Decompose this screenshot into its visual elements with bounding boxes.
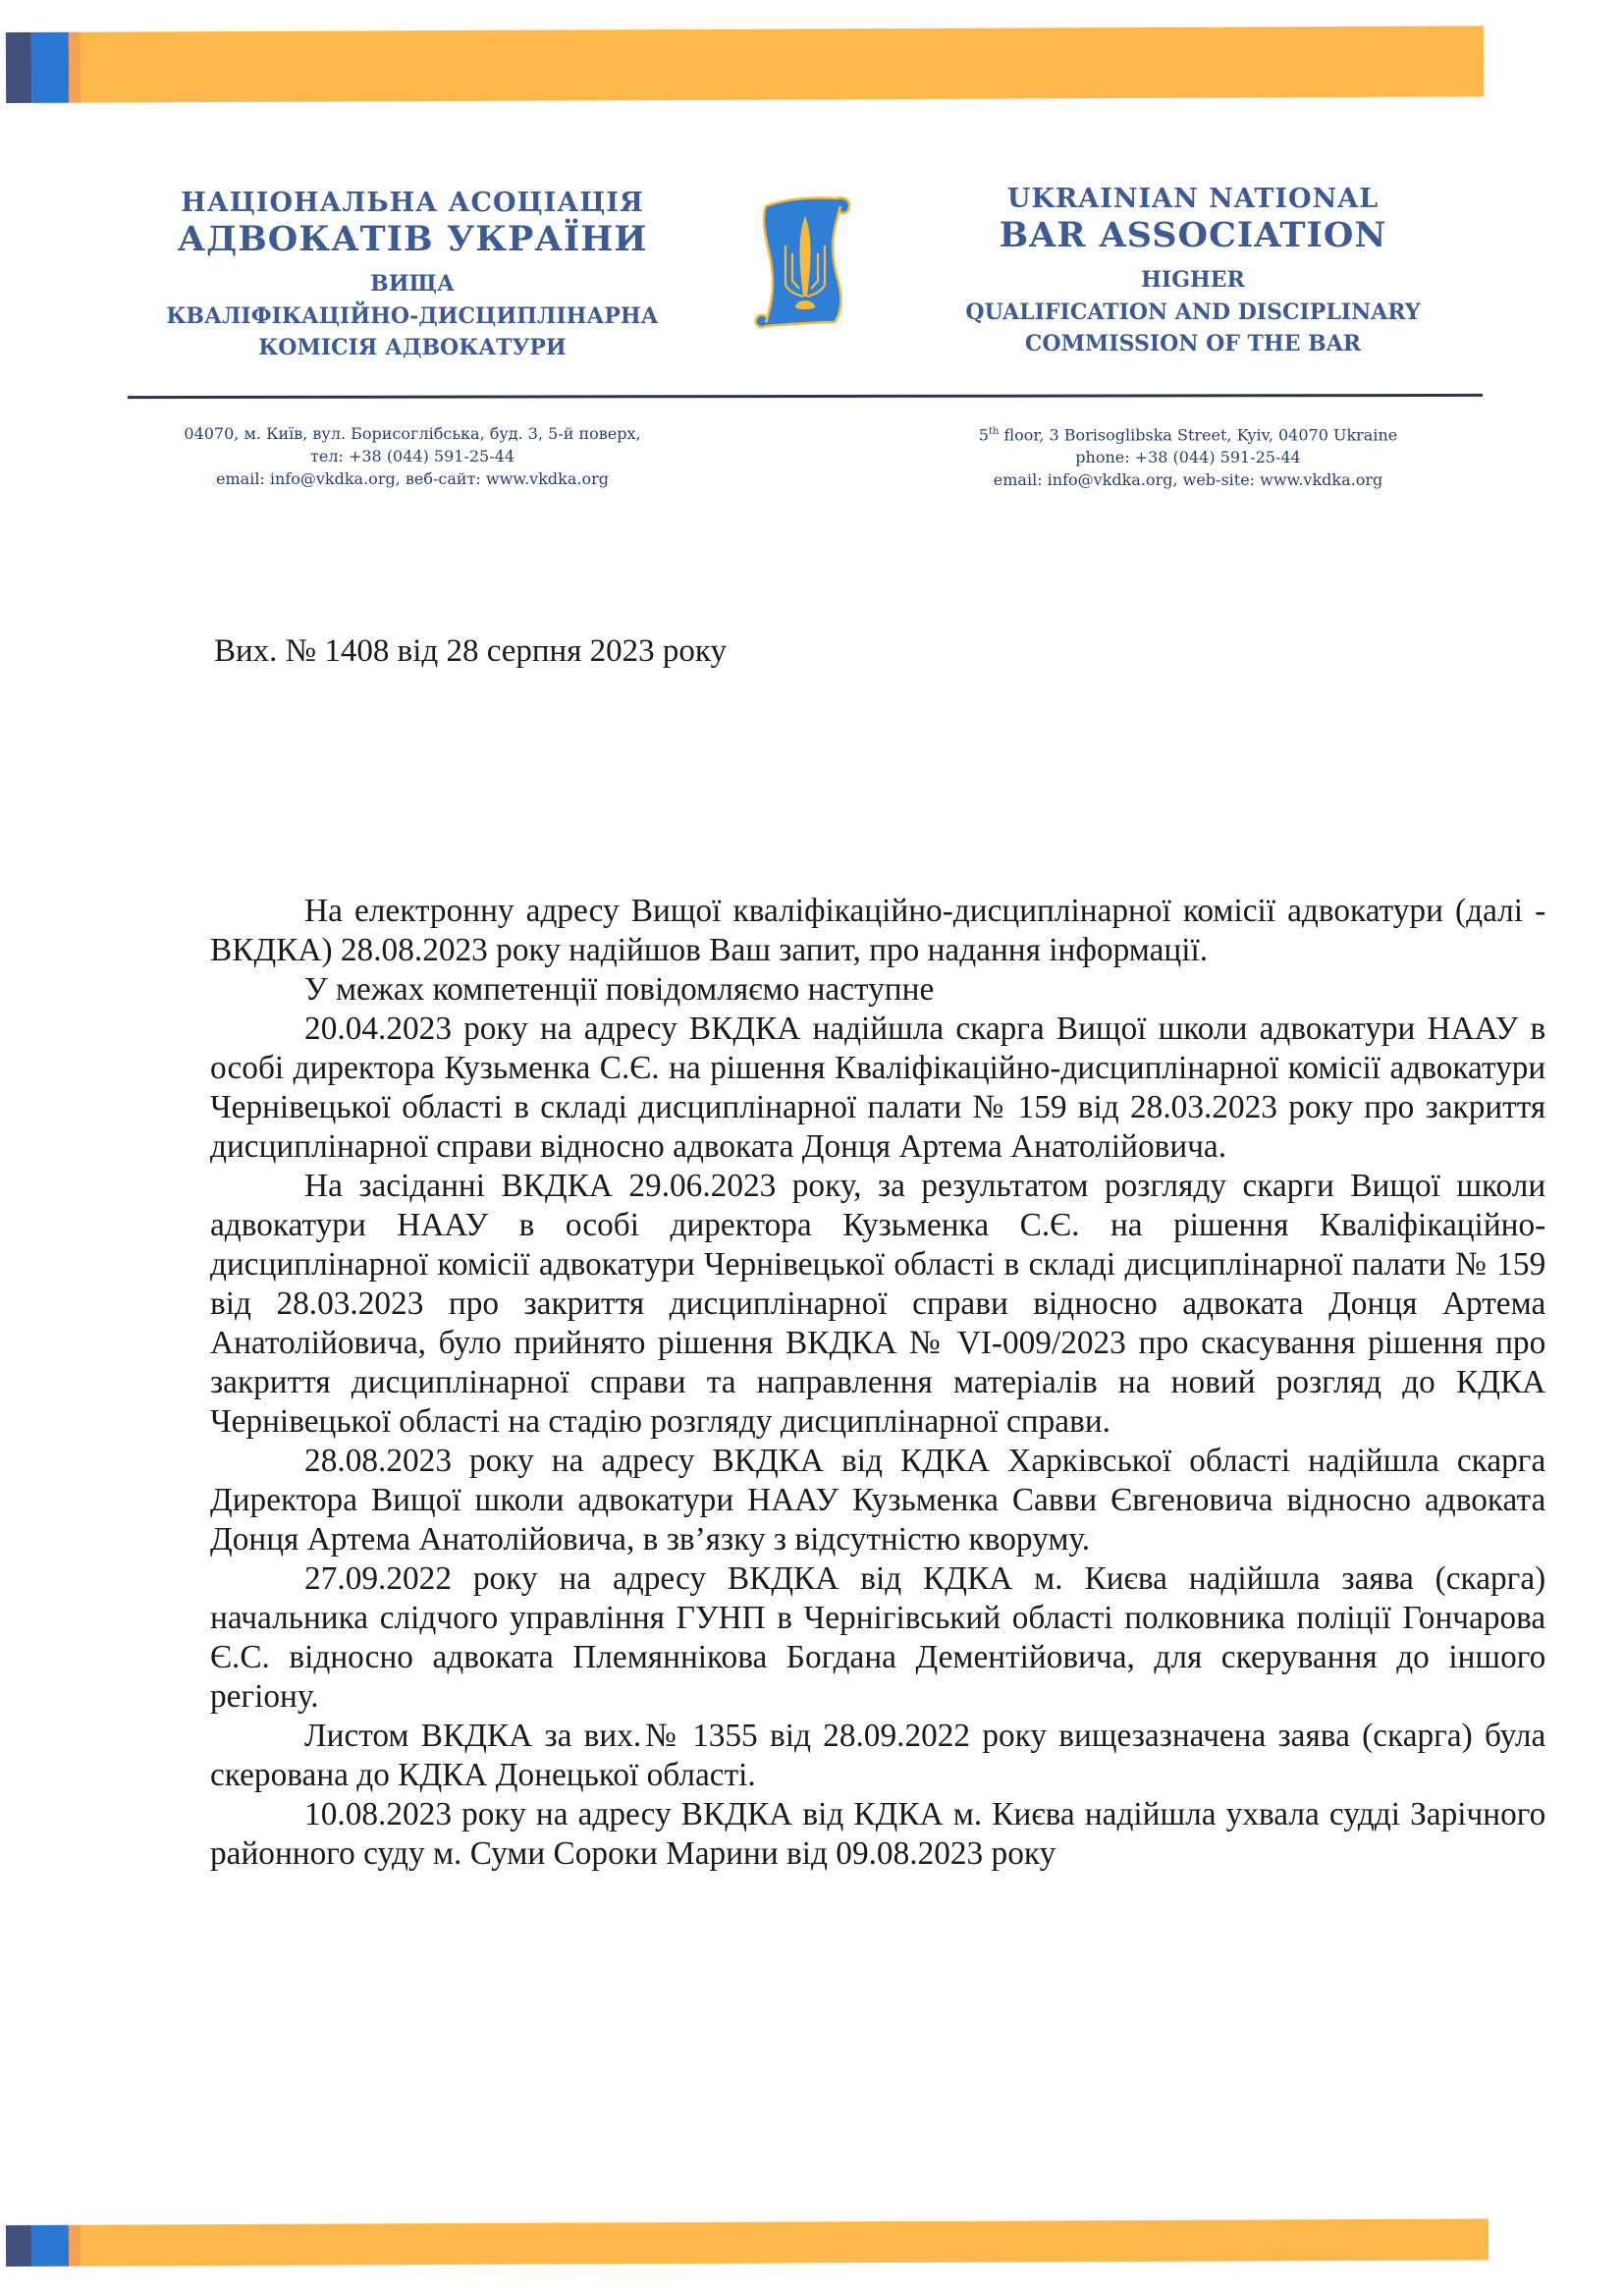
paragraph-request-received: На електронну адресу Вищої кваліфікаційно-дисциплінарної комісії адвокатури (далі - ВКДКА) 28.08.2023 року надійшов Ваш запит, про надання інформації.	[210, 893, 1546, 968]
stripe-blue-segment	[31, 32, 69, 103]
letter-body	[210, 892, 1545, 1874]
scroll-trident-logo-icon	[746, 187, 864, 334]
stripe-gold-segment	[81, 2218, 1489, 2266]
org-name-en-line4: QUALIFICATION AND DISCIPLINARY	[965, 300, 1421, 325]
paragraph-letter-1355: Листом ВКДКА за вих.№ 1355 від 28.09.2022 року вищезазначена заява (скарга) була скерована до КДКА Донецької області.	[210, 1718, 1546, 1793]
paragraph-statement-27-09-2022: 27.09.2022 року на адресу ВКДКА від КДКА м. Києва надійшла заява (скарга) начальника слідчого управління ГУНП в Чернігівський області полковника поліції Гончарова Є.С. відносно адвоката Племяннікова Богдана Дементійовича, для скерування до іншого регіону.	[210, 1560, 1546, 1715]
letterhead-divider	[128, 394, 1483, 399]
address-en	[913, 420, 1463, 446]
org-name-en-line5: COMMISSION OF THE BAR	[1024, 331, 1362, 356]
paragraph-ruling-10-08-2023: 10.08.2023 року на адресу ВКДКА від КДКА м. Києва надійшла ухвала судді Зарічного районного суду м. Суми Сороки Марини від 09.08.2023 року	[210, 1796, 1546, 1872]
contacts-english	[913, 420, 1463, 491]
email-website-ua: email: info@vkdka.org, веб-сайт: www.vkdka.org	[216, 469, 609, 488]
stripe-navy-segment	[6, 32, 31, 103]
paragraph-meeting-29-06-2023: На засіданні ВКДКА 29.06.2023 року, за результатом розгляду скарги Вищої школи адвокатури НААУ в особі директора Кузьменка С.Є. на рішення Кваліфікаційно-дисциплінарної комісії адвокатури Чернівецької області в складі дисциплінарної палати № 159 від 28.03.2023 про закриття дисциплінарної справи відносно адвоката Донця Артема Анатолійовича, було прийнято рішення ВКДКА № VI-009/2023 про скасування рішення про закриття дисциплінарної справи та направлення матеріалів на новий розгляд до КДКА Чернівецької області на стадію розгляду дисциплінарної справи.	[210, 1168, 1546, 1440]
phone-ua: тел: +38 (044) 591-25-44	[310, 447, 514, 465]
address-en-rest: floor, 3 Borisoglibska Street, Kyiv, 04070 Ukraine	[999, 425, 1398, 445]
org-name-ua-line4: КВАЛІФІКАЦІЙНО-ДИСЦИПЛІНАРНА	[166, 303, 659, 329]
bottom-decorative-stripe	[6, 2218, 1489, 2267]
top-decorative-stripe	[6, 26, 1484, 103]
paragraph-complaint-20-04-2023: 20.04.2023 року на адресу ВКДКА надійшла скарга Вищої школи адвокатури НААУ в особі директора Кузьменка С.Є. на рішення Кваліфікаційно-дисциплінарної комісії адвокатури Чернівецької області в складі дисциплінарної палати № 159 від 28.03.2023 року про закриття дисциплінарної справи відносно адвоката Донця Артема Анатолійовича.	[210, 1011, 1546, 1165]
org-name-ukrainian	[118, 187, 707, 363]
org-name-ua-line3: ВИЩА	[370, 271, 455, 297]
org-name-ua-line2: АДВОКАТІВ УКРАЇНИ	[177, 219, 648, 259]
org-name-en-line2: BAR ASSOCIATION	[999, 215, 1387, 255]
letterhead	[0, 177, 1624, 530]
stripe-orange-segment	[69, 32, 81, 103]
stripe-orange-segment	[69, 2225, 81, 2267]
org-name-en-line1: UKRAINIAN NATIONAL	[1006, 184, 1380, 214]
paragraph-intro: У межах компетенції повідомляємо наступне	[304, 971, 935, 1008]
phone-en: phone: +38 (044) 591-25-44	[1075, 448, 1301, 467]
address-ua: 04070, м. Київ, вул. Борисоглібська, буд. 3, 5-й поверх,	[184, 424, 641, 443]
org-name-english	[913, 183, 1473, 359]
email-website-en: email: info@vkdka.org, web-site: www.vkdka.org	[993, 470, 1383, 490]
stripe-blue-segment	[31, 2225, 69, 2267]
org-name-en-line3: HIGHER	[1141, 267, 1245, 293]
address-en-floor-suffix: th	[988, 426, 1000, 437]
org-name-ua-line5: КОМІСІЯ АДВОКАТУРИ	[258, 335, 567, 360]
stripe-navy-segment	[6, 2225, 31, 2267]
contacts-ukrainian	[128, 422, 697, 490]
outgoing-reference-number: Вих. № 1408 від 28 серпня 2023 року	[214, 633, 727, 669]
address-en-floor-number: 5	[978, 425, 989, 445]
stripe-gold-segment	[81, 26, 1484, 102]
org-name-ua-line1: НАЦІОНАЛЬНА АСОЦІАЦІЯ	[181, 188, 644, 218]
paragraph-complaint-28-08-2023: 28.08.2023 року на адресу ВКДКА від КДКА Харківської області надійшла скарга Директора Вищої школи адвокатури НААУ Кузьменка Савви Євгеновича відносно адвоката Донця Артема Анатолійовича, в зв’язку з відсутністю кворуму.	[210, 1443, 1546, 1558]
